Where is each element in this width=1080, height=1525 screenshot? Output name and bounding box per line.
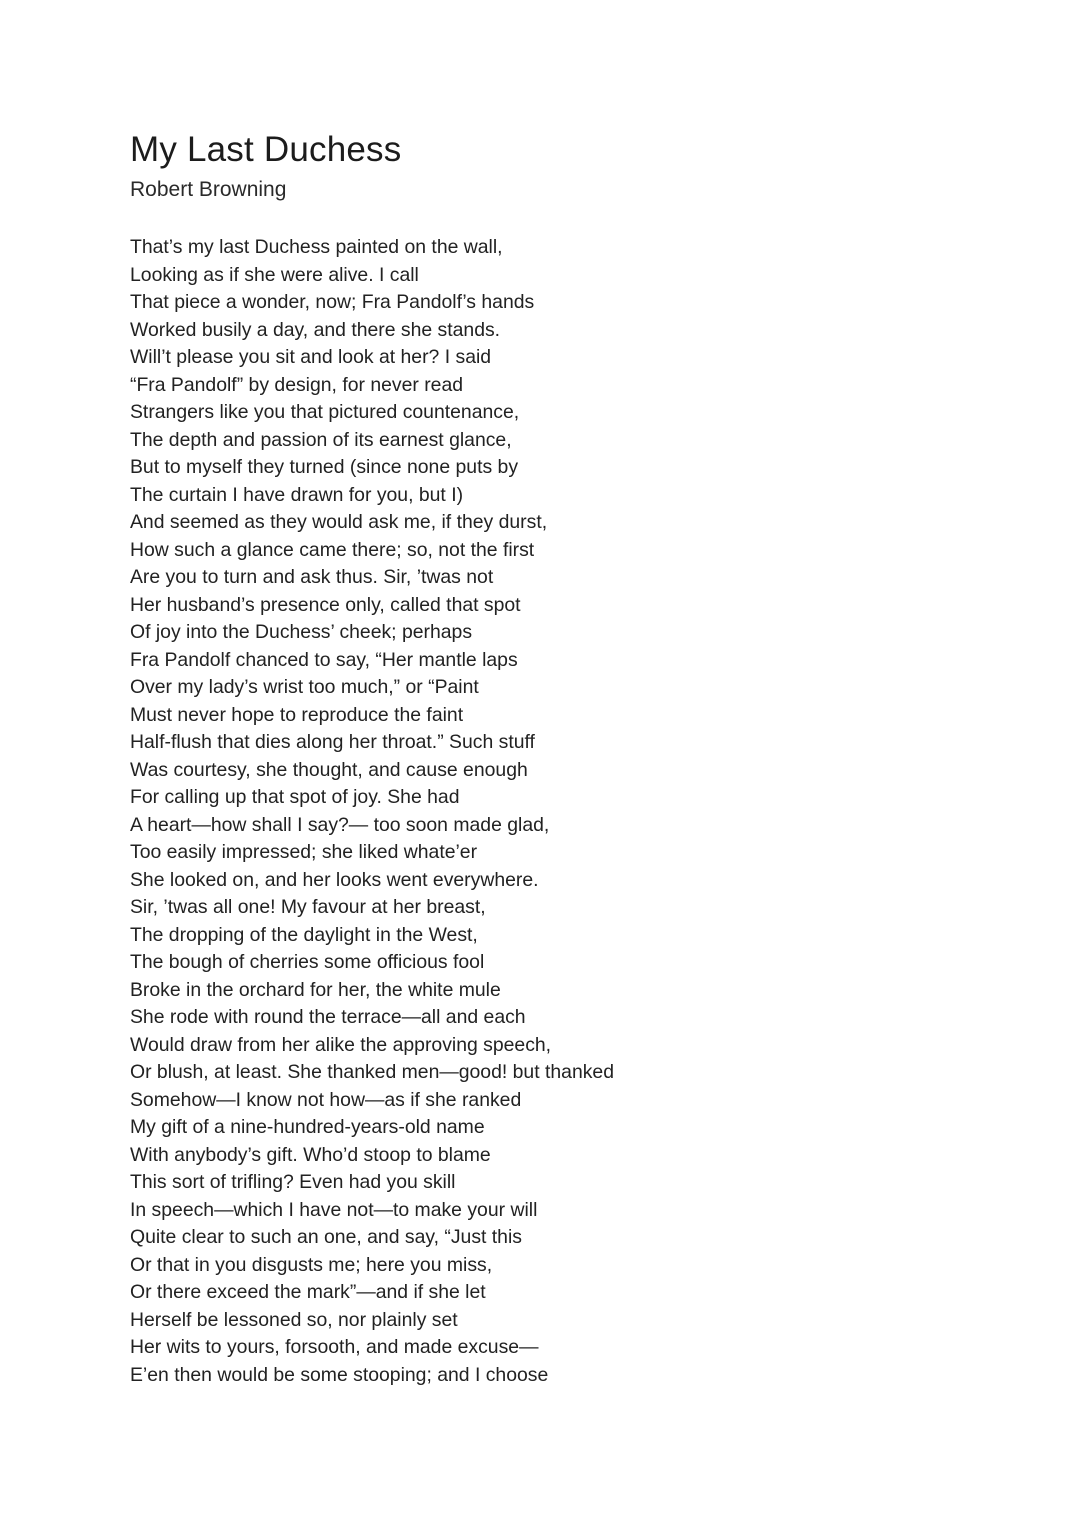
poem-line: Sir, ’twas all one! My favour at her breast, (130, 896, 486, 918)
poem-line: In speech—which I have not—to make your will (130, 1198, 538, 1221)
poem-line: The bough of cherries some officious fool (130, 951, 485, 973)
poem-line: That piece a wonder, now; Fra Pandolf’s hands (130, 291, 535, 313)
poem-line: Will’t please you sit and look at her? I said (130, 346, 492, 368)
poem-line: The dropping of the daylight in the West, (130, 923, 478, 946)
poem-line: Somehow—I know not how—as if she ranked (130, 1088, 522, 1111)
poem-body (130, 234, 1030, 1389)
poem-line: Or there exceed the mark”—and if she let (130, 1281, 486, 1303)
poem-line: Fra Pandolf chanced to say, “Her mantle laps (130, 648, 518, 671)
poem-line: The depth and passion of its earnest glance, (130, 428, 512, 451)
poem-line: A heart—how shall I say?— too soon made glad, (130, 813, 550, 836)
poem-line: Broke in the orchard for her, the white mule (130, 978, 501, 1001)
poem-line: Are you to turn and ask thus. Sir, ’twas not (130, 566, 494, 588)
poem-line: Worked busily a day, and there she stands. (130, 318, 501, 341)
poem-line: Strangers like you that pictured countenance, (130, 401, 520, 423)
poem-title: My Last Duchess (130, 130, 402, 169)
poem-line: My gift of a nine-hundred-years-old name (130, 1116, 485, 1138)
poem-line: With anybody’s gift. Who’d stoop to blame (130, 1143, 491, 1166)
poem-line: She looked on, and her looks went everywhere. (130, 868, 539, 891)
poem-line: And seemed as they would ask me, if they durst, (130, 511, 548, 533)
poem-line: Her wits to yours, forsooth, and made excuse— (130, 1336, 539, 1358)
poem-line: That’s my last Duchess painted on the wall, (130, 236, 503, 258)
poem-line: But to myself they turned (since none puts by (130, 456, 519, 478)
poem-line: Over my lady’s wrist too much,” or “Paint (130, 676, 479, 698)
poem-line: “Fra Pandolf” by design, for never read (130, 373, 464, 396)
poem-line: Too easily impressed; she liked whate’er (130, 841, 478, 863)
poem-line: For calling up that spot of joy. She had (130, 786, 460, 808)
poem-line: This sort of trifling? Even had you skill (130, 1171, 456, 1193)
poem-line: Would draw from her alike the approving speech, (130, 1033, 552, 1056)
poem-line: Of joy into the Duchess’ cheek; perhaps (130, 621, 473, 643)
poem-line: How such a glance came there; so, not the first (130, 538, 535, 561)
poem-line: Must never hope to reproduce the faint (130, 703, 464, 726)
poem-line: Or blush, at least. She thanked men—good! but thanked (130, 1061, 614, 1083)
document-page (130, 126, 1030, 1389)
poem-line: Or that in you disgusts me; here you miss, (130, 1253, 493, 1276)
poem-line: She rode with round the terrace—all and each (130, 1006, 526, 1028)
poem-line: Quite clear to such an one, and say, “Just this (130, 1226, 522, 1248)
poem-author: Robert Browning (130, 178, 287, 201)
poem-line: Looking as if she were alive. I call (130, 263, 419, 286)
poem-line: E’en then would be some stooping; and I choose (130, 1363, 549, 1386)
poem-line: Was courtesy, she thought, and cause enough (130, 758, 528, 781)
poem-line: Half-flush that dies along her throat.” Such stuff (130, 731, 535, 753)
poem-line: Herself be lessoned so, nor plainly set (130, 1308, 458, 1331)
poem-line: The curtain I have drawn for you, but I) (130, 483, 464, 506)
poem-line: Her husband’s presence only, called that spot (130, 593, 521, 616)
